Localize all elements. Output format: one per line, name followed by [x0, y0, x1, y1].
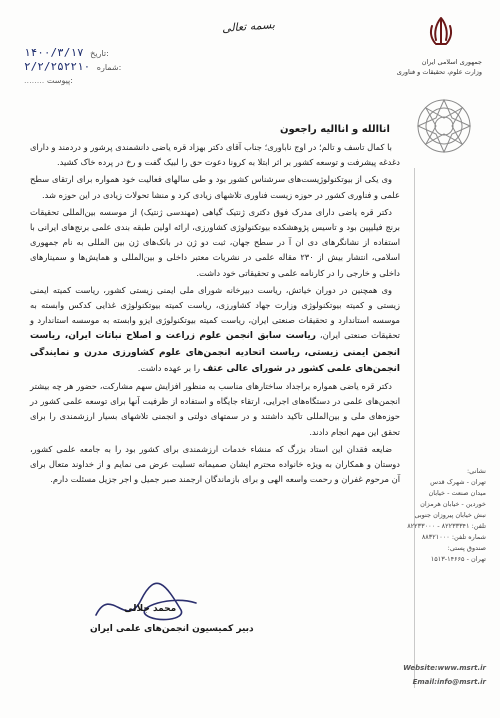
signatory-name: محمد جلالی: [124, 604, 177, 614]
website-link[interactable]: Website:www.msrt.ir: [403, 664, 486, 672]
ministry-line-1: جمهوری اسلامی ایران: [421, 58, 482, 66]
email-link[interactable]: Email:info@msrt.ir: [412, 678, 486, 686]
letter-body: [30, 140, 400, 489]
body-paragraph-6: ضایعه فقدان این استاد بزرگ که منشاء خدمات ارزشمندی برای کشور بود را به جامعه علمی کشور، دوستان و همکاران به ویژه خانواده محترم ایشان صمیمانه تسلیت عرض می نمایم و از خداوند متعال برای آن مرحوم غفران و رحمت واسعه الهی و برای بازماندگان ارجمند صبر جمیل و اجر جزیل مسئلت دارم.: [30, 443, 400, 485]
contact-line: خوردین - خیابان هرمزان: [420, 500, 486, 508]
attachment-row: [24, 76, 73, 85]
basmala: بسمه تعالی: [221, 18, 276, 35]
body-paragraph-1: با کمال تاسف و تالم؛ در اوج ناباوری؛ جناب آقای دکتر بهزاد قره یاضی دانشمندی پرشور و دردمند و دارای دغدغه پیشرفت و توسعه کشور بر اثر ابتلا به کرونا دعوت حق را لبیک گفت و رخ در پرده خاک کشید.: [30, 142, 400, 168]
ministry-line-2: وزارت علوم، تحقیقات و فناوری: [396, 68, 482, 76]
contact-block: [406, 466, 486, 565]
number-row: [24, 60, 121, 73]
body-paragraph-4: [30, 283, 400, 377]
contact-line: شماره تلفن: ۸۸۳۲۱۰۰۰: [421, 533, 486, 541]
date-value: ۱۴۰۰/۳/۱۷: [24, 46, 84, 59]
contact-line: نشانی:: [466, 467, 486, 475]
signatory-title: دبیر کمیسیون انجمن‌های علمی ایران: [90, 624, 254, 634]
iran-emblem-icon: [424, 14, 458, 52]
number-value: ۲/۲/۲۵۲۲۱۰: [24, 60, 91, 73]
ornament-icon: [414, 96, 474, 156]
attachment-value: ........: [24, 76, 45, 85]
body-paragraph-4-tail: را بر عهده داشت.: [137, 362, 203, 373]
body-paragraph-2: وی یکی از بیوتکنولوژیست‌های سرشناس کشور بود و طی سالهای فعالیت خود همواره برای ارتقای سطح علمی و فناوری کشور در حوزه زیست فناوری تلاشهای زیادی کرد و منشا تحولات زیادی در این حوزه شد.: [30, 174, 400, 200]
contact-line: تلفن: ۸۲۲۳۳۳۴۱ - ۸۲۲۳۳۰۰۰: [407, 522, 486, 530]
body-paragraph-4-text: وی همچنین در دوران خیاتش، ریاست دبیرخانه شورای ملی ایمنی زیستی کشور، ریاست کمیته ایمنی زیستی و کمیته بیوتکنولوژی وزارت جهاد کشاورزی، ریاست کمیته بیوتکنولوژی غذایی کدکس وابسته به موسسه استاندارد و تحقیقات صنعتی ایران، ریاست کمیته بیوتکنولوژی ایزو وابسته به موسسه استاندارد و تحقیقات صنعتی ایران،: [30, 284, 400, 341]
contact-line: صندوق پستی:: [447, 544, 486, 552]
contact-line: تهران - ۱۴۶۶۵-۱۵۱۳: [430, 555, 486, 563]
number-label: شماره:: [96, 63, 122, 72]
body-paragraph-3: دکتر قره یاضی دارای مدرک فوق دکتری ژنتیک گیاهی (مهندسی ژنتیک) از موسسه بین‌المللی تحقیقات برنج فیلیپین بود و تاسیس پژوهشکده بیوتکنولوژی کشاورزی، ارائه اولین طبقه بندی علمی برنج‌های ایرانی با استفاده از نشانگرهای دی ان آ در سطح جهان، ثبت دو ژن در بانک‌های ژن بین المللی به نام جمهوری اسلامی، انتشار بیش از ۲۳۰ مقاله علمی در نشریات معتبر داخلی و بین‌المللی و همایش‌ها و سمینارهای داخلی و خارجی را در کارنامه علمی و تحقیقاتی خود داشت.: [30, 206, 400, 278]
contact-line: تهران - شهرک قدس: [430, 478, 486, 486]
contact-line: نبش خیابان پیروزان جنوبی: [414, 511, 486, 519]
body-paragraph-5: دکتر قره یاضی همواره براجداد ساختارهای مناسب به منظور افزایش سهم مشارکت، حضور هر چه بیشتر انجمن‌های علمی در دستگاه‌های اجرایی، ارتقاء جایگاه و استفاده از ظرفیت آنها برای توسعه علمی کشور در حوزه‌های ملی و بین‌المللی تاکید داشتند و در سمتهای دولتی و انجمنی تلاشهای بسیار ارزشمندی را برای تحقق این مهم انجام دادند.: [30, 381, 400, 437]
date-row: [24, 46, 109, 59]
contact-line: میدان صنعت - خیابان: [428, 489, 486, 497]
body-bold-positions: ریاست سابق انجمن علوم زراعت و اصلاح نباتات ایران، ریاست انجمن ایمنی زیستی، ریاست اتحادیه انجمن‌های علوم کشاورزی مدرن و نمایندگی انجمن‌های علمی کشور در شورای عالی عتف: [30, 331, 400, 374]
date-label: تاریخ:: [90, 49, 109, 58]
letter-greeting: اناالله و اناالیه راجعون: [279, 124, 390, 135]
attachment-label: پیوست:: [46, 76, 73, 85]
sidebar-divider: [414, 168, 415, 688]
